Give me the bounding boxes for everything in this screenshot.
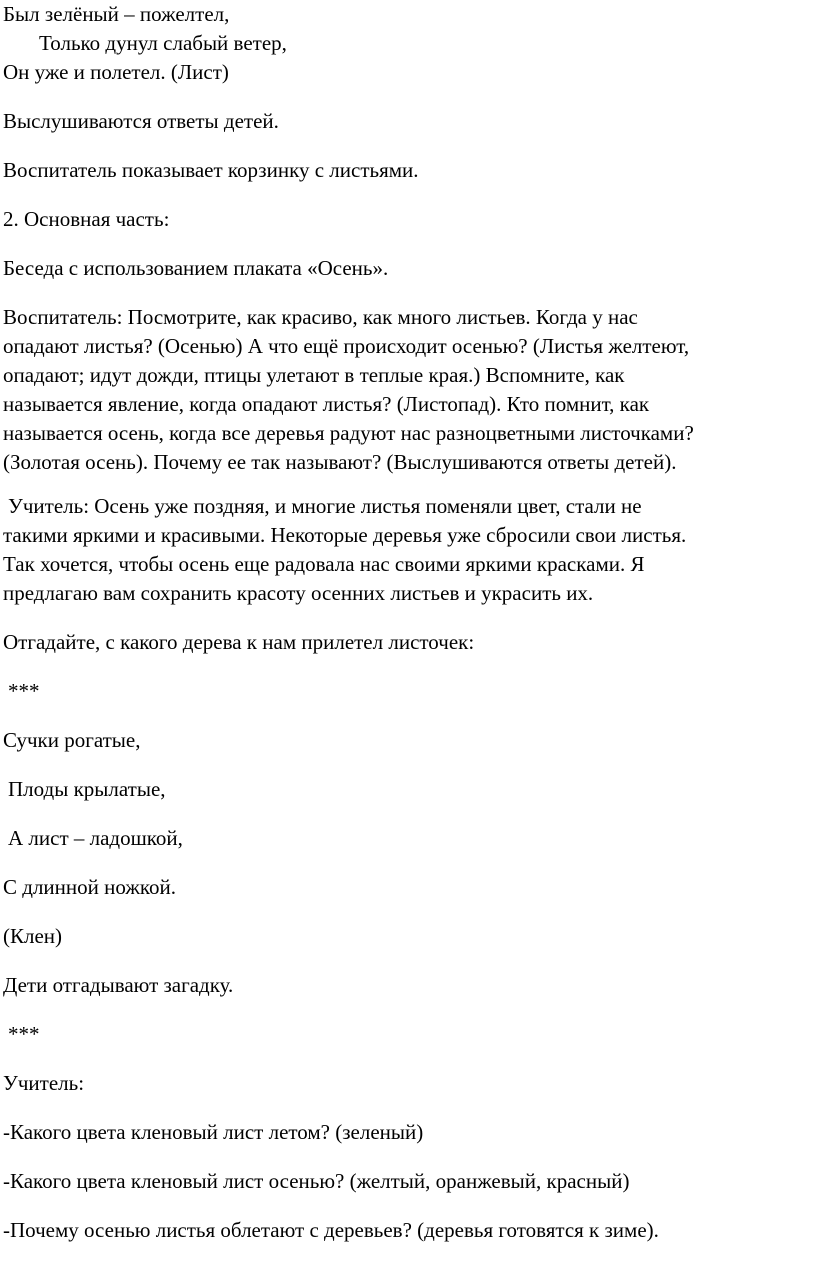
paragraph: Дети отгадывают загадку. [3,973,234,997]
paragraph: Воспитатель показывает корзинку с листьями. [3,158,419,182]
question-line: -Какого цвета кленовый лист летом? (зеленый) [3,1120,424,1144]
paragraph-line: Воспитатель: Посмотрите, как красиво, как много листьев. Когда у нас [3,305,638,329]
paragraph-line: называется осень, когда все деревья радуют нас разноцветными листочками? [3,421,694,445]
question-line: -Почему осенью листья облетают с деревьев? (деревья готовятся к зиме). [3,1218,659,1242]
poem-line: Только дунул слабый ветер, [39,31,287,55]
riddle-answer: (Клен) [3,924,63,948]
section-heading: 2. Основная часть: [3,207,170,231]
riddle-line: А лист – ладошкой, [8,826,183,850]
paragraph-line: Учитель: Осень уже поздняя, и многие листья поменяли цвет, стали не [8,494,642,518]
paragraph-line: называется явление, когда опадают листья? (Листопад). Кто помнит, как [3,392,650,416]
paragraph-line: опадают; идут дожди, птицы улетают в теплые края.) Вспомните, как [3,363,625,387]
paragraph: Выслушиваются ответы детей. [3,109,279,133]
paragraph-line: предлагаю вам сохранить красоту осенних листьев и украсить их. [3,581,594,605]
paragraph-line: опадают листья? (Осенью) А что ещё происходит осенью? (Листья желтеют, [3,334,690,358]
paragraph: Учитель: [3,1071,85,1095]
paragraph-line: (Золотая осень). Почему ее так называют? (Выслушиваются ответы детей). [3,450,677,474]
separator: *** [8,1022,40,1046]
separator: *** [8,679,40,703]
paragraph: Беседа с использованием плаката «Осень». [3,256,389,280]
paragraph: Отгадайте, с какого дерева к нам прилетел листочек: [3,630,475,654]
question-line: -Какого цвета кленовый лист осенью? (желтый, оранжевый, красный) [3,1169,630,1193]
paragraph-line: такими яркими и красивыми. Некоторые деревья уже сбросили свои листья. [3,523,687,547]
poem-line: Он уже и полетел. (Лист) [3,60,229,84]
riddle-line: Сучки рогатые, [3,728,141,752]
paragraph-line: Так хочется, чтобы осень еще радовала нас своими яркими красками. Я [3,552,645,576]
poem-line: Был зелёный – пожелтел, [3,2,230,26]
riddle-line: Плоды крылатые, [8,777,166,801]
riddle-line: С длинной ножкой. [3,875,176,899]
